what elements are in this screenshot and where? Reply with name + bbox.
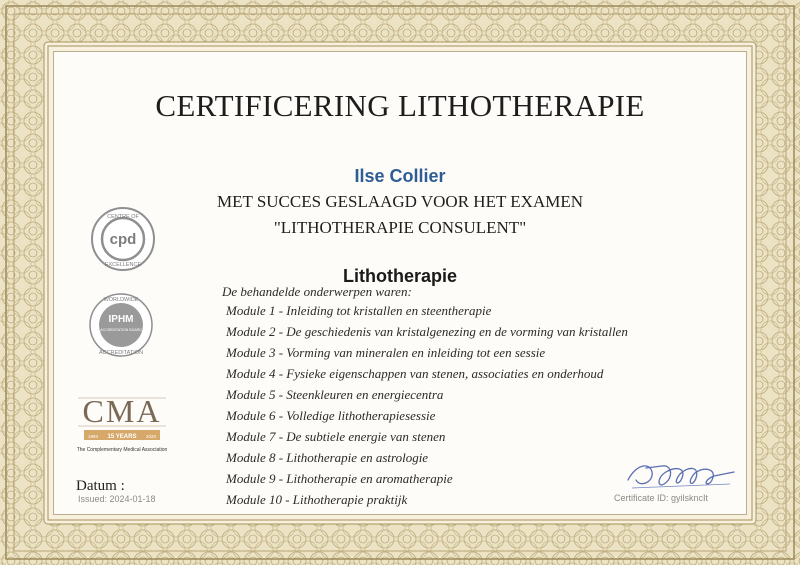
date-label: Datum : — [76, 478, 125, 494]
list-item: Module 4 - Fysieke eigenschappen van stenen, associaties en onderhoud — [226, 366, 604, 381]
recipient-name: Ilse Collier — [354, 166, 446, 186]
svg-text:2020: 2020 — [145, 434, 156, 439]
list-item: Module 6 - Volledige lithotherapiesessie — [226, 408, 436, 423]
svg-text:1993: 1993 — [88, 434, 99, 439]
svg-text:CMA: CMA — [82, 393, 162, 429]
svg-text:EXCELLENCE: EXCELLENCE — [104, 262, 142, 268]
certificate-title: CERTIFICERING LITHOTHERAPIE — [155, 88, 645, 123]
list-item: Module 10 - Lithotherapie praktijk — [226, 492, 408, 507]
exam-name: "LITHOTHERAPIE CONSULENT" — [273, 218, 527, 237]
list-item: Module 2 - De geschiedenis van kristalgenezing en de vorming van kristallen — [226, 324, 628, 339]
svg-text:The Complementary Medical Asso: The Complementary Medical Association — [76, 447, 168, 453]
list-item: Module 7 - De subtiele energie van stenen — [226, 429, 446, 444]
list-item: Module 3 - Vorming van mineralen en inleiding tot een sessie — [226, 345, 546, 360]
success-statement: MET SUCCES GESLAAGD VOOR HET EXAMEN — [217, 192, 583, 211]
issued-date: Issued: 2024-01-18 — [78, 494, 156, 504]
svg-text:IPHM: IPHM — [108, 314, 134, 325]
list-item: Module 5 - Steenkleuren en energiecentra — [226, 387, 444, 402]
svg-text:cpd: cpd — [109, 231, 137, 248]
svg-text:WORLDWIDE: WORLDWIDE — [103, 297, 139, 303]
cpd-logo — [90, 206, 156, 272]
svg-text:15 YEARS: 15 YEARS — [107, 434, 137, 440]
svg-text:ACCREDITATION: ACCREDITATION — [98, 350, 144, 356]
certificate-id: Certificate ID: gyilskncIt — [614, 493, 709, 503]
course-name: Lithotherapie — [342, 266, 457, 286]
signature — [622, 458, 742, 498]
list-item: Module 9 - Lithotherapie en aromatherapie — [226, 471, 453, 486]
module-list — [226, 300, 628, 510]
svg-text:CENTRE OF: CENTRE OF — [107, 214, 139, 220]
topics-intro: De behandelde onderwerpen waren: — [222, 284, 412, 299]
svg-text:ACCREDITATION BOARD: ACCREDITATION BOARD — [100, 328, 142, 332]
list-item: Module 8 - Lithotherapie en astrologie — [226, 450, 429, 465]
cma-logo — [70, 390, 174, 456]
list-item: Module 1 - Inleiding tot kristallen en steentherapie — [226, 303, 492, 318]
iphm-logo — [88, 292, 154, 358]
